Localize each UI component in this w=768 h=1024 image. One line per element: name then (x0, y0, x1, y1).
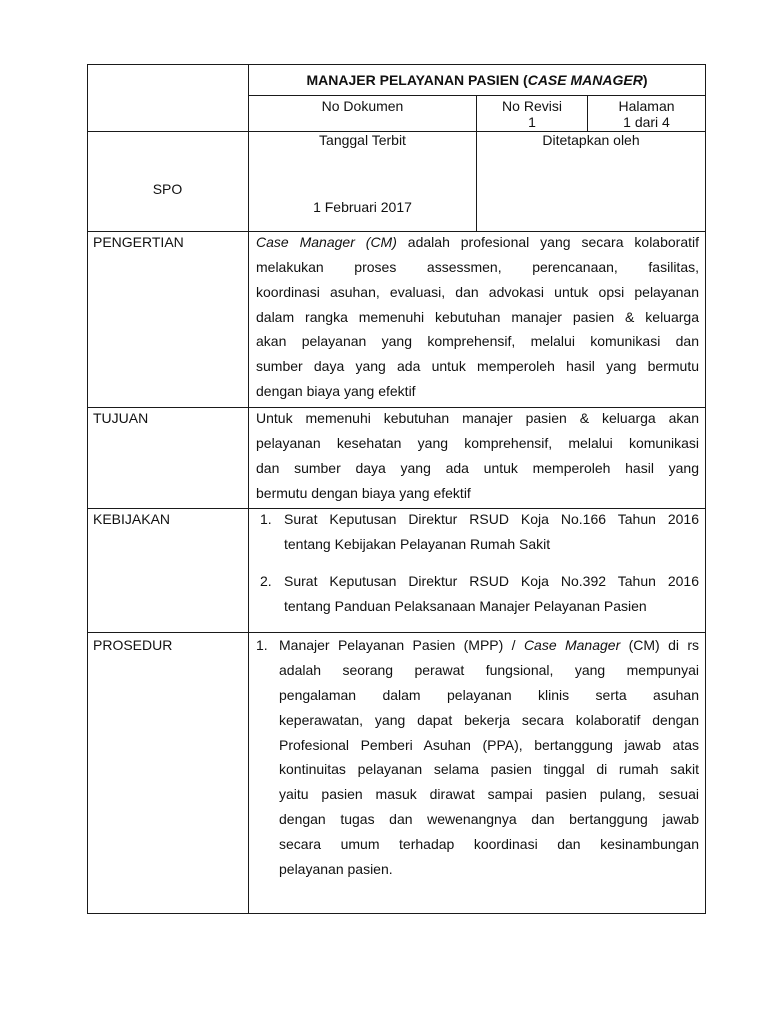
tanggal-terbit-label: Tanggal Terbit (319, 132, 406, 148)
column-divider (248, 64, 249, 914)
no-revisi-label: No Revisi (502, 98, 562, 114)
pengertian-line-5: akan pelayanan yang komprehensif, melalui komunikasi dan (256, 333, 699, 349)
spo-document (87, 64, 706, 914)
table-border-top (87, 64, 706, 65)
table-border-right (705, 64, 706, 914)
pengertian-line-3: koordinasi asuhan, evaluasi, dan advokasi untuk opsi pelayanan (256, 284, 699, 300)
prosedur-line-6: kontinuitas pelayanan selama pasien tinggal di rumah sakit (279, 761, 699, 777)
prosedur-line-8: dengan tugas dan wewenangnya dan bertanggung jawab (279, 811, 699, 827)
prosedur-label: PROSEDUR (93, 637, 173, 653)
pengertian-label: PENGERTIAN (93, 234, 184, 250)
pengertian-line-1: Case Manager (CM) adalah profesional yang secara kolaboratif (256, 234, 699, 250)
pengertian-line-2: melakukan proses assessmen, perencanaan, fasilitas, (256, 259, 699, 275)
prosedur-line-1: Manajer Pelayanan Pasien (MPP) / Case Manager (CM) di rs (279, 637, 700, 653)
halaman-label: Halaman (618, 98, 675, 114)
kebijakan-item-1-line-2: tentang Kebijakan Pelayanan Rumah Sakit (284, 536, 551, 552)
tujuan-line-1: Untuk memenuhi kebutuhan manajer pasien & keluarga akan (256, 410, 699, 426)
tujuan-line-2: pelayanan kesehatan yang komprehensif, melalui komunikasi (256, 435, 699, 451)
no-revisi-value: 1 (528, 114, 536, 130)
prosedur-line-10: pelayanan pasien. (279, 861, 393, 877)
kebijakan-item-2-line-1: Surat Keputusan Direktur RSUD Koja No.392 Tahun 2016 (284, 573, 699, 589)
document-title: MANAJER PELAYANAN PASIEN (CASE MANAGER) (306, 72, 648, 88)
spo-label: SPO (152, 181, 183, 197)
prosedur-line-5: Profesional Pemberi Asuhan (PPA), bertanggung jawab atas (279, 737, 699, 753)
kebijakan-item-2-line-2: tentang Panduan Pelaksanaan Manajer Pelayanan Pasien (284, 598, 647, 614)
tujuan-line-3: dan sumber daya yang ada untuk memperoleh hasil yang (256, 460, 699, 476)
no-dokumen-label: No Dokumen (321, 98, 404, 114)
kebijakan-item-1-line-1: Surat Keputusan Direktur RSUD Koja No.166 Tahun 2016 (284, 511, 699, 527)
tanggal-terbit-value: 1 Februari 2017 (313, 199, 412, 215)
pengertian-line-6: sumber daya yang ada untuk memperoleh hasil yang bermutu (256, 358, 699, 374)
pengertian-line-4: dalam rangka memenuhi kebutuhan manajer pasien & keluarga (256, 309, 699, 325)
tujuan-line-4: bermutu dengan biaya yang efektif (256, 485, 471, 501)
prosedur-line-9: secara umum terhadap koordinasi dan kesinambungan (279, 836, 699, 852)
pengertian-line-7: dengan biaya yang efektif (256, 383, 416, 399)
kebijakan-item-2-num: 2. (260, 573, 272, 589)
ditetapkan-oleh-label: Ditetapkan oleh (542, 132, 640, 148)
table-border-bottom (87, 913, 706, 914)
prosedur-line-3: pengalaman dalam pelayanan klinis serta asuhan (279, 687, 699, 703)
kebijakan-label: KEBIJAKAN (93, 511, 171, 527)
prosedur-line-4: keperawatan, yang dapat bekerja secara kolaboratif dengan (279, 712, 699, 728)
halaman-value: 1 dari 4 (623, 114, 670, 130)
kebijakan-item-1-num: 1. (260, 511, 272, 527)
prosedur-line-7: yaitu pasien masuk dirawat sampai pasien pulang, sesuai (279, 786, 699, 802)
prosedur-item-1-num: 1. (256, 637, 268, 653)
prosedur-line-2: adalah seorang perawat fungsional, yang mempunyai (279, 662, 699, 678)
tujuan-label: TUJUAN (93, 410, 149, 426)
